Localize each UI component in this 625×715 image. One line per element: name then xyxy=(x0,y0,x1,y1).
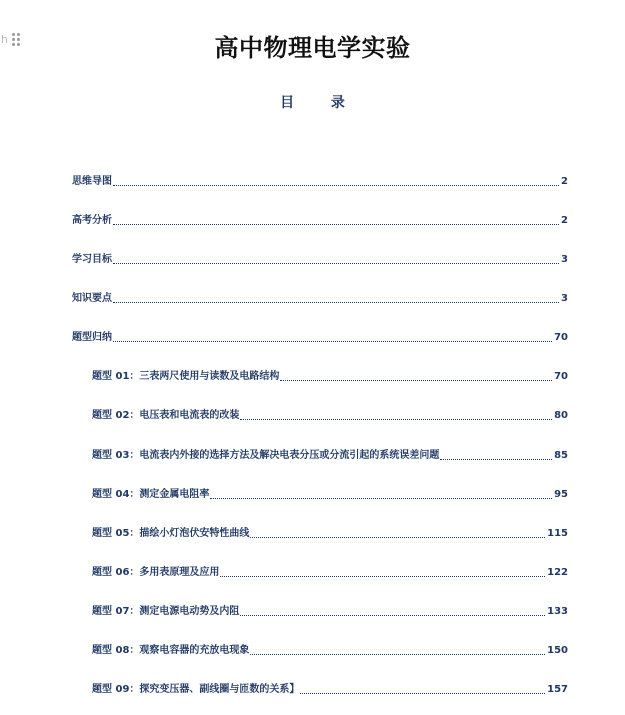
dot-leader xyxy=(280,380,552,381)
toc-entry-mind-map[interactable] xyxy=(72,172,568,188)
toc-entry-page: 2 xyxy=(561,176,568,187)
dot-leader xyxy=(220,576,545,577)
toc-entry-page: 70 xyxy=(554,332,568,343)
dot-leader xyxy=(240,615,545,616)
toc-entry-label: 题型 04：测定金属电阻率 xyxy=(92,489,210,500)
toc-entry-type-02[interactable] xyxy=(92,406,568,422)
toc-heading: 目 录 xyxy=(280,95,361,111)
toc-entry-type-05[interactable] xyxy=(92,524,568,540)
toc-entry-label: 题型 03：电流表内外接的选择方法及解决电表分压或分流引起的系统误差问题 xyxy=(92,450,440,461)
toc-entry-label: 题型 05：描绘小灯泡伏安特性曲线 xyxy=(92,528,250,539)
toc-entry-label: 题型 08：观察电容器的充放电现象 xyxy=(92,645,250,656)
toc-entry-type-09[interactable] xyxy=(92,680,568,696)
toc-entry-page: 3 xyxy=(561,254,568,265)
dot-leader xyxy=(300,693,545,694)
dot-leader xyxy=(250,537,545,538)
toc-entry-page: 2 xyxy=(561,215,568,226)
toc-entry-type-08[interactable] xyxy=(92,641,568,657)
toc-entry-label: 学习目标 xyxy=(72,254,112,265)
dot-leader xyxy=(440,459,552,460)
dot-leader xyxy=(113,263,559,264)
toc-entry-type-04[interactable] xyxy=(92,485,568,501)
toc-entry-type-03[interactable] xyxy=(92,446,568,462)
toc-entry-page: 70 xyxy=(554,371,568,382)
toc-entry-page: 95 xyxy=(554,489,568,500)
toc-entry-label: 题型归纳 xyxy=(72,332,112,343)
toc-entry-page: 122 xyxy=(547,567,568,578)
toc-entry-label: 题型 02：电压表和电流表的改装 xyxy=(92,410,240,421)
dot-leader xyxy=(113,224,559,225)
toc-entry-page: 80 xyxy=(554,410,568,421)
paragraph-mark-icon: h xyxy=(1,32,8,46)
document-title: 高中物理电学实验 xyxy=(214,34,411,62)
toc-entry-label: 知识要点 xyxy=(72,293,112,304)
toc-entry-key-points[interactable] xyxy=(72,289,568,305)
toc-entry-page: 150 xyxy=(547,645,568,656)
dot-leader xyxy=(113,341,552,342)
toc-entry-page: 85 xyxy=(554,450,568,461)
dot-leader xyxy=(240,419,552,420)
toc-entry-page: 3 xyxy=(561,293,568,304)
toc-entry-label: 思维导图 xyxy=(72,176,112,187)
toc-entry-page: 133 xyxy=(547,606,568,617)
dot-leader xyxy=(210,498,552,499)
toc-entry-type-07[interactable] xyxy=(92,602,568,618)
toc-entry-type-01[interactable] xyxy=(92,367,568,383)
toc-entry-type-06[interactable] xyxy=(92,563,568,579)
dot-leader xyxy=(250,654,545,655)
toc-entry-page: 115 xyxy=(547,528,568,539)
dot-leader xyxy=(113,185,559,186)
toc-entry-page: 157 xyxy=(547,684,568,695)
dot-leader xyxy=(113,302,559,303)
toc-entry-label: 高考分析 xyxy=(72,215,112,226)
toc-entry-question-types[interactable] xyxy=(72,328,568,344)
toc-entry-label: 题型 01：三表两尺使用与读数及电路结构 xyxy=(92,371,280,382)
toc-entry-exam-analysis[interactable] xyxy=(72,211,568,227)
toc-entry-learning-goals[interactable] xyxy=(72,250,568,266)
toc-entry-label: 题型 07：测定电源电动势及内阻 xyxy=(92,606,240,617)
toc-entry-label: 题型 06：多用表原理及应用 xyxy=(92,567,220,578)
toc-entry-label: 题型 09：探究变压器、副线圈与匝数的关系】 xyxy=(92,684,300,695)
